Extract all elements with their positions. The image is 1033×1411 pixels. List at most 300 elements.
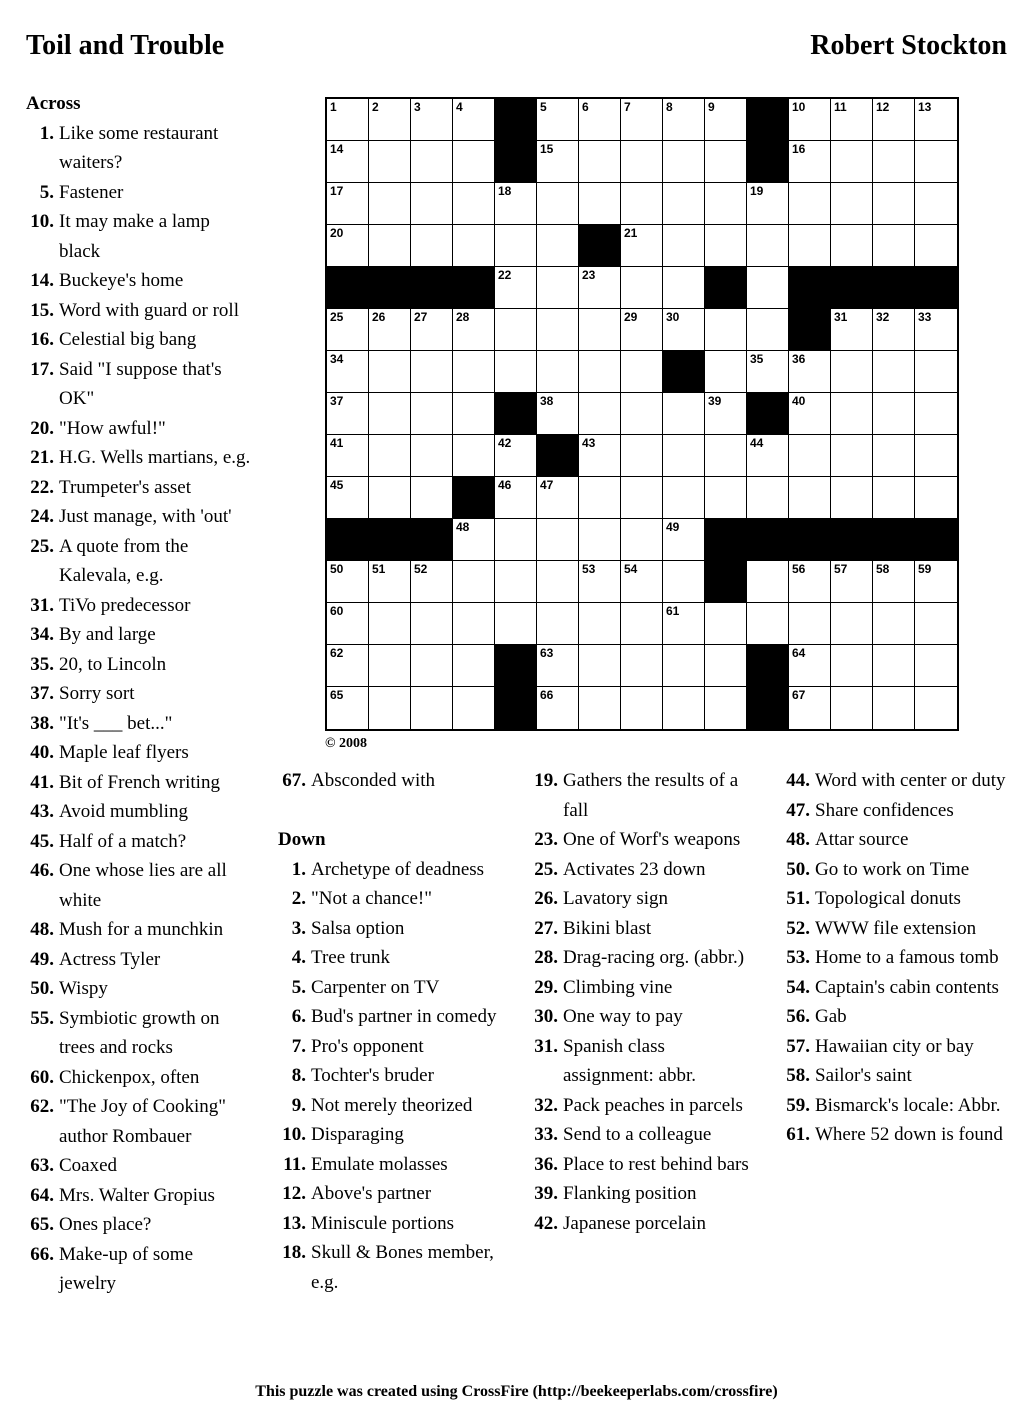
down-clue	[278, 855, 503, 885]
grid-cell[interactable]	[789, 393, 831, 435]
grid-cell[interactable]	[747, 309, 789, 351]
grid-cell[interactable]	[705, 141, 747, 183]
grid-cell[interactable]	[579, 351, 621, 393]
grid-cell[interactable]	[411, 141, 453, 183]
grid-cell[interactable]	[789, 603, 831, 645]
grid-cell[interactable]	[453, 351, 495, 393]
clue-text: Pro's opponent	[311, 1035, 424, 1057]
grid-cell[interactable]	[831, 393, 873, 435]
grid-cell[interactable]	[453, 225, 495, 267]
grid-cell[interactable]	[327, 225, 369, 267]
grid-cell[interactable]	[915, 561, 957, 603]
grid-cell[interactable]	[369, 561, 411, 603]
grid-cell[interactable]	[915, 603, 957, 645]
grid-cell[interactable]	[705, 351, 747, 393]
grid-cell[interactable]	[789, 99, 831, 141]
grid-cell[interactable]	[789, 183, 831, 225]
grid-cell[interactable]	[327, 603, 369, 645]
puzzle-title: Toil and Trouble	[26, 30, 225, 61]
grid-cell[interactable]	[663, 519, 705, 561]
grid-cell[interactable]	[579, 99, 621, 141]
grid-cell[interactable]	[579, 183, 621, 225]
grid-cell[interactable]	[747, 603, 789, 645]
grid-cell[interactable]	[621, 561, 663, 603]
grid-cell[interactable]	[495, 561, 537, 603]
grid-cell[interactable]	[327, 435, 369, 477]
grid-cell[interactable]	[831, 603, 873, 645]
grid-cell[interactable]	[915, 309, 957, 351]
clue-text: Captain's cabin contents	[815, 976, 999, 998]
cell-number: 34	[330, 352, 344, 366]
clue-text: Not merely theorized	[311, 1094, 473, 1116]
grid-cell[interactable]	[495, 225, 537, 267]
grid-block	[327, 267, 369, 309]
clue-text: Just manage, with 'out'	[59, 506, 232, 527]
clue-number: 31.	[534, 1035, 558, 1057]
clue-text: Miniscule portions	[311, 1212, 455, 1234]
grid-cell[interactable]	[411, 645, 453, 687]
grid-cell[interactable]	[453, 561, 495, 603]
grid-cell[interactable]	[831, 477, 873, 519]
grid-cell[interactable]	[621, 687, 663, 729]
cell-number: 32	[876, 310, 890, 324]
down-clue	[530, 1002, 755, 1032]
grid-cell[interactable]	[537, 603, 579, 645]
grid-cell[interactable]	[453, 645, 495, 687]
grid-block	[411, 267, 453, 309]
down-clue	[278, 943, 503, 973]
grid-cell[interactable]	[873, 99, 915, 141]
grid-block	[495, 645, 537, 687]
grid-cell[interactable]	[873, 393, 915, 435]
grid-cell[interactable]	[873, 603, 915, 645]
grid-cell[interactable]	[663, 225, 705, 267]
across-clue	[26, 679, 251, 709]
grid-cell[interactable]	[873, 225, 915, 267]
grid-cell[interactable]	[915, 477, 957, 519]
grid-cell[interactable]	[411, 393, 453, 435]
grid-cell[interactable]	[369, 435, 411, 477]
grid-cell[interactable]	[705, 183, 747, 225]
grid-block	[495, 687, 537, 729]
clue-number: 55.	[30, 1007, 54, 1029]
down-clue	[782, 766, 1007, 796]
grid-cell[interactable]	[831, 687, 873, 729]
grid-cell[interactable]	[663, 561, 705, 603]
grid-cell[interactable]	[705, 393, 747, 435]
grid-block	[537, 435, 579, 477]
clue-text: Climbing vine	[563, 976, 673, 998]
across-clue	[26, 1210, 251, 1240]
grid-cell[interactable]	[915, 225, 957, 267]
grid-cell[interactable]	[705, 603, 747, 645]
grid-cell[interactable]	[747, 351, 789, 393]
grid-cell[interactable]	[537, 267, 579, 309]
clue-text: Send to a colleague	[563, 1124, 712, 1145]
grid-cell[interactable]	[789, 141, 831, 183]
grid-cell[interactable]	[873, 645, 915, 687]
grid-cell[interactable]	[663, 603, 705, 645]
clue-text: Bikini blast	[563, 917, 652, 939]
clue-text: Place to rest behind bars	[563, 1153, 749, 1175]
cell-number: 31	[834, 310, 848, 324]
grid-cell[interactable]	[915, 351, 957, 393]
grid-cell[interactable]	[411, 309, 453, 351]
grid-cell[interactable]	[453, 435, 495, 477]
grid-cell[interactable]	[705, 477, 747, 519]
grid-cell[interactable]	[537, 561, 579, 603]
grid-cell[interactable]	[663, 141, 705, 183]
grid-cell[interactable]	[537, 687, 579, 729]
clue-number: 40.	[30, 742, 54, 763]
clue-text: Absconded with	[311, 770, 436, 791]
grid-cell[interactable]	[327, 561, 369, 603]
clue-number: 1.	[39, 122, 54, 144]
grid-cell[interactable]	[411, 477, 453, 519]
clue-text: Gathers the results of a fall	[563, 770, 739, 821]
grid-cell[interactable]	[621, 267, 663, 309]
grid-cell[interactable]	[705, 687, 747, 729]
grid-cell[interactable]	[705, 645, 747, 687]
grid-cell[interactable]	[705, 309, 747, 351]
grid-cell[interactable]	[663, 309, 705, 351]
grid-cell[interactable]	[663, 267, 705, 309]
grid-cell[interactable]	[537, 645, 579, 687]
cell-number: 21	[624, 226, 638, 240]
grid-cell[interactable]	[747, 267, 789, 309]
grid-cell[interactable]	[873, 477, 915, 519]
grid-cell[interactable]	[327, 645, 369, 687]
grid-cell[interactable]	[663, 393, 705, 435]
grid-cell[interactable]	[453, 183, 495, 225]
grid-cell[interactable]	[621, 351, 663, 393]
clue-text: Activates 23 down	[563, 858, 706, 880]
grid-cell[interactable]	[831, 99, 873, 141]
grid-cell[interactable]	[747, 477, 789, 519]
clue-text: Go to work on Time	[815, 858, 970, 880]
grid-cell[interactable]	[915, 645, 957, 687]
clue-number: 64.	[30, 1184, 54, 1206]
grid-cell[interactable]	[537, 99, 579, 141]
grid-cell[interactable]	[663, 183, 705, 225]
grid-cell[interactable]	[327, 477, 369, 519]
grid-cell[interactable]	[327, 393, 369, 435]
clue-number: 22.	[30, 476, 54, 498]
grid-cell[interactable]	[831, 309, 873, 351]
across-clue	[26, 620, 251, 650]
grid-cell[interactable]	[411, 435, 453, 477]
clue-number: 1.	[291, 858, 306, 880]
grid-cell[interactable]	[579, 309, 621, 351]
grid-cell[interactable]	[579, 561, 621, 603]
grid-cell[interactable]	[327, 687, 369, 729]
grid-cell[interactable]	[873, 687, 915, 729]
grid-cell[interactable]	[411, 561, 453, 603]
grid-cell[interactable]	[873, 435, 915, 477]
grid-cell[interactable]	[579, 645, 621, 687]
grid-cell[interactable]	[369, 603, 411, 645]
cell-number: 33	[918, 310, 932, 324]
across-clue	[26, 266, 251, 296]
grid-cell[interactable]	[537, 225, 579, 267]
across-clue	[26, 178, 251, 208]
down-clue	[782, 884, 1007, 914]
grid-cell[interactable]	[537, 477, 579, 519]
grid-cell[interactable]	[495, 351, 537, 393]
grid-cell[interactable]	[495, 603, 537, 645]
clue-number: 5.	[291, 976, 306, 998]
grid-cell[interactable]	[327, 351, 369, 393]
grid-cell[interactable]	[369, 687, 411, 729]
grid-cell[interactable]	[915, 435, 957, 477]
grid-cell[interactable]	[831, 225, 873, 267]
cell-number: 26	[372, 310, 386, 324]
across-clue	[26, 1151, 251, 1181]
grid-cell[interactable]	[411, 183, 453, 225]
grid-block	[831, 519, 873, 561]
clue-number: 4.	[291, 947, 306, 968]
grid-cell[interactable]	[621, 393, 663, 435]
clue-text: Where 52 down is found	[815, 1124, 1003, 1145]
grid-cell[interactable]	[579, 141, 621, 183]
grid-block	[369, 519, 411, 561]
down-clue	[530, 1091, 755, 1121]
grid-cell[interactable]	[495, 435, 537, 477]
grid-cell[interactable]	[663, 687, 705, 729]
clue-text: Above's partner	[311, 1183, 432, 1204]
grid-cell[interactable]	[495, 183, 537, 225]
grid-cell[interactable]	[873, 561, 915, 603]
grid-cell[interactable]	[831, 141, 873, 183]
grid-cell[interactable]	[789, 687, 831, 729]
clue-number: 58.	[786, 1065, 810, 1086]
grid-cell[interactable]	[579, 603, 621, 645]
clue-number: 33.	[534, 1124, 558, 1145]
clue-text: Mrs. Walter Gropius	[59, 1184, 215, 1206]
clue-text: Coaxed	[59, 1155, 118, 1176]
grid-cell[interactable]	[495, 519, 537, 561]
grid-cell[interactable]	[789, 351, 831, 393]
grid-cell[interactable]	[789, 225, 831, 267]
clue-text: "The Joy of Cooking" author Rombauer	[59, 1096, 226, 1147]
grid-cell[interactable]	[789, 561, 831, 603]
grid-cell[interactable]	[411, 351, 453, 393]
grid-cell[interactable]	[873, 351, 915, 393]
grid-cell[interactable]	[579, 519, 621, 561]
grid-cell[interactable]	[369, 141, 411, 183]
clue-number: 41.	[30, 771, 54, 793]
grid-cell[interactable]	[663, 99, 705, 141]
grid-cell[interactable]	[495, 309, 537, 351]
grid-cell[interactable]	[537, 519, 579, 561]
across-clue	[26, 532, 251, 591]
down-clue	[782, 855, 1007, 885]
grid-cell[interactable]	[495, 477, 537, 519]
grid-cell[interactable]	[327, 183, 369, 225]
cell-number: 58	[876, 562, 890, 576]
clue-text: Bismarck's locale: Abbr.	[815, 1094, 1001, 1116]
grid-cell[interactable]	[621, 519, 663, 561]
grid-cell[interactable]	[537, 351, 579, 393]
grid-cell[interactable]	[369, 477, 411, 519]
grid-cell[interactable]	[537, 183, 579, 225]
down-clue	[530, 943, 755, 973]
grid-cell[interactable]	[537, 393, 579, 435]
cell-number: 27	[414, 310, 428, 324]
grid-cell[interactable]	[663, 435, 705, 477]
cell-number: 20	[330, 226, 344, 240]
grid-block	[411, 519, 453, 561]
grid-cell[interactable]	[705, 99, 747, 141]
grid-cell[interactable]	[537, 141, 579, 183]
clue-number: 8.	[291, 1065, 306, 1086]
grid-cell[interactable]	[705, 435, 747, 477]
clue-text: Lavatory sign	[563, 888, 669, 909]
cell-number: 47	[540, 478, 554, 492]
clue-text: By and large	[59, 624, 156, 645]
clue-number: 46.	[30, 860, 54, 881]
grid-cell[interactable]	[579, 393, 621, 435]
grid-cell[interactable]	[915, 393, 957, 435]
clue-text: Sorry sort	[59, 683, 135, 704]
grid-cell[interactable]	[537, 309, 579, 351]
grid-cell[interactable]	[873, 183, 915, 225]
across-clue	[26, 414, 251, 444]
cell-number: 40	[792, 394, 806, 408]
copyright: © 2008	[325, 736, 367, 751]
grid-cell[interactable]	[831, 435, 873, 477]
grid-cell[interactable]	[495, 267, 537, 309]
grid-cell[interactable]	[411, 687, 453, 729]
clue-column-2	[278, 766, 503, 1297]
grid-cell[interactable]	[747, 561, 789, 603]
clue-text: Tochter's bruder	[311, 1065, 434, 1086]
grid-cell[interactable]	[369, 393, 411, 435]
grid-cell[interactable]	[915, 141, 957, 183]
grid-cell[interactable]	[411, 603, 453, 645]
cell-number: 23	[582, 268, 596, 282]
clue-text: TiVo predecessor	[59, 594, 191, 616]
grid-cell[interactable]	[369, 645, 411, 687]
clue-number: 63.	[30, 1155, 54, 1176]
clue-number: 38.	[30, 712, 54, 734]
grid-cell[interactable]	[579, 687, 621, 729]
grid-cell[interactable]	[873, 309, 915, 351]
grid-block	[747, 141, 789, 183]
grid-cell[interactable]	[747, 183, 789, 225]
grid-cell[interactable]	[453, 519, 495, 561]
grid-cell[interactable]	[915, 183, 957, 225]
grid-cell[interactable]	[789, 477, 831, 519]
grid-cell[interactable]	[327, 141, 369, 183]
clue-text: Word with guard or roll	[59, 299, 239, 321]
grid-cell[interactable]	[873, 141, 915, 183]
grid-cell[interactable]	[915, 687, 957, 729]
grid-cell[interactable]	[831, 351, 873, 393]
across-clue	[26, 797, 251, 827]
grid-cell[interactable]	[453, 99, 495, 141]
grid-cell[interactable]	[789, 435, 831, 477]
grid-cell[interactable]	[453, 141, 495, 183]
across-clue	[26, 1092, 251, 1151]
down-clue	[278, 1150, 503, 1180]
cell-number: 22	[498, 268, 512, 282]
clue-number: 59.	[786, 1094, 810, 1116]
grid-cell[interactable]	[453, 393, 495, 435]
clue-number: 18.	[282, 1242, 306, 1263]
clue-number: 20.	[30, 417, 54, 439]
down-clue	[530, 855, 755, 885]
cell-number: 51	[372, 562, 386, 576]
grid-cell[interactable]	[411, 99, 453, 141]
cell-number: 1	[330, 100, 337, 114]
grid-block	[495, 393, 537, 435]
grid-cell[interactable]	[453, 603, 495, 645]
grid-cell[interactable]	[579, 477, 621, 519]
grid-cell[interactable]	[747, 435, 789, 477]
grid-cell[interactable]	[621, 225, 663, 267]
grid-cell[interactable]	[663, 645, 705, 687]
grid-cell[interactable]	[579, 267, 621, 309]
clue-text: Buckeye's home	[59, 270, 184, 291]
grid-cell[interactable]	[621, 435, 663, 477]
clue-text: Pack peaches in parcels	[563, 1094, 743, 1116]
grid-cell[interactable]	[327, 309, 369, 351]
cell-number: 63	[540, 646, 554, 660]
grid-cell[interactable]	[411, 225, 453, 267]
grid-cell[interactable]	[831, 561, 873, 603]
grid-cell[interactable]	[789, 645, 831, 687]
down-clue	[782, 825, 1007, 855]
grid-cell[interactable]	[621, 645, 663, 687]
across-clue	[26, 650, 251, 680]
grid-cell[interactable]	[621, 99, 663, 141]
grid-cell[interactable]	[621, 183, 663, 225]
across-clue	[26, 856, 251, 915]
grid-cell[interactable]	[369, 99, 411, 141]
down-heading: Down	[278, 829, 326, 850]
grid-cell[interactable]	[831, 645, 873, 687]
clue-number: 42.	[534, 1212, 558, 1234]
grid-cell[interactable]	[621, 477, 663, 519]
across-clue	[26, 325, 251, 355]
grid-cell[interactable]	[831, 183, 873, 225]
grid-cell[interactable]	[369, 309, 411, 351]
grid-cell[interactable]	[621, 141, 663, 183]
down-clue	[278, 1032, 503, 1062]
clue-number: 56.	[786, 1006, 810, 1027]
clue-number: 25.	[534, 858, 558, 880]
grid-cell[interactable]	[747, 225, 789, 267]
cell-number: 62	[330, 646, 344, 660]
grid-cell[interactable]	[915, 99, 957, 141]
grid-cell[interactable]	[453, 309, 495, 351]
across-clue	[26, 915, 251, 945]
grid-cell[interactable]	[369, 351, 411, 393]
grid-cell[interactable]	[453, 687, 495, 729]
grid-cell[interactable]	[621, 603, 663, 645]
grid-cell[interactable]	[327, 99, 369, 141]
clue-number: 37.	[30, 683, 54, 704]
grid-cell[interactable]	[705, 225, 747, 267]
clue-text: Like some restaurant waiters?	[59, 122, 219, 173]
grid-cell[interactable]	[369, 183, 411, 225]
grid-cell[interactable]	[579, 435, 621, 477]
cell-number: 16	[792, 142, 806, 156]
grid-cell[interactable]	[621, 309, 663, 351]
grid-cell[interactable]	[663, 477, 705, 519]
grid-cell[interactable]	[369, 225, 411, 267]
